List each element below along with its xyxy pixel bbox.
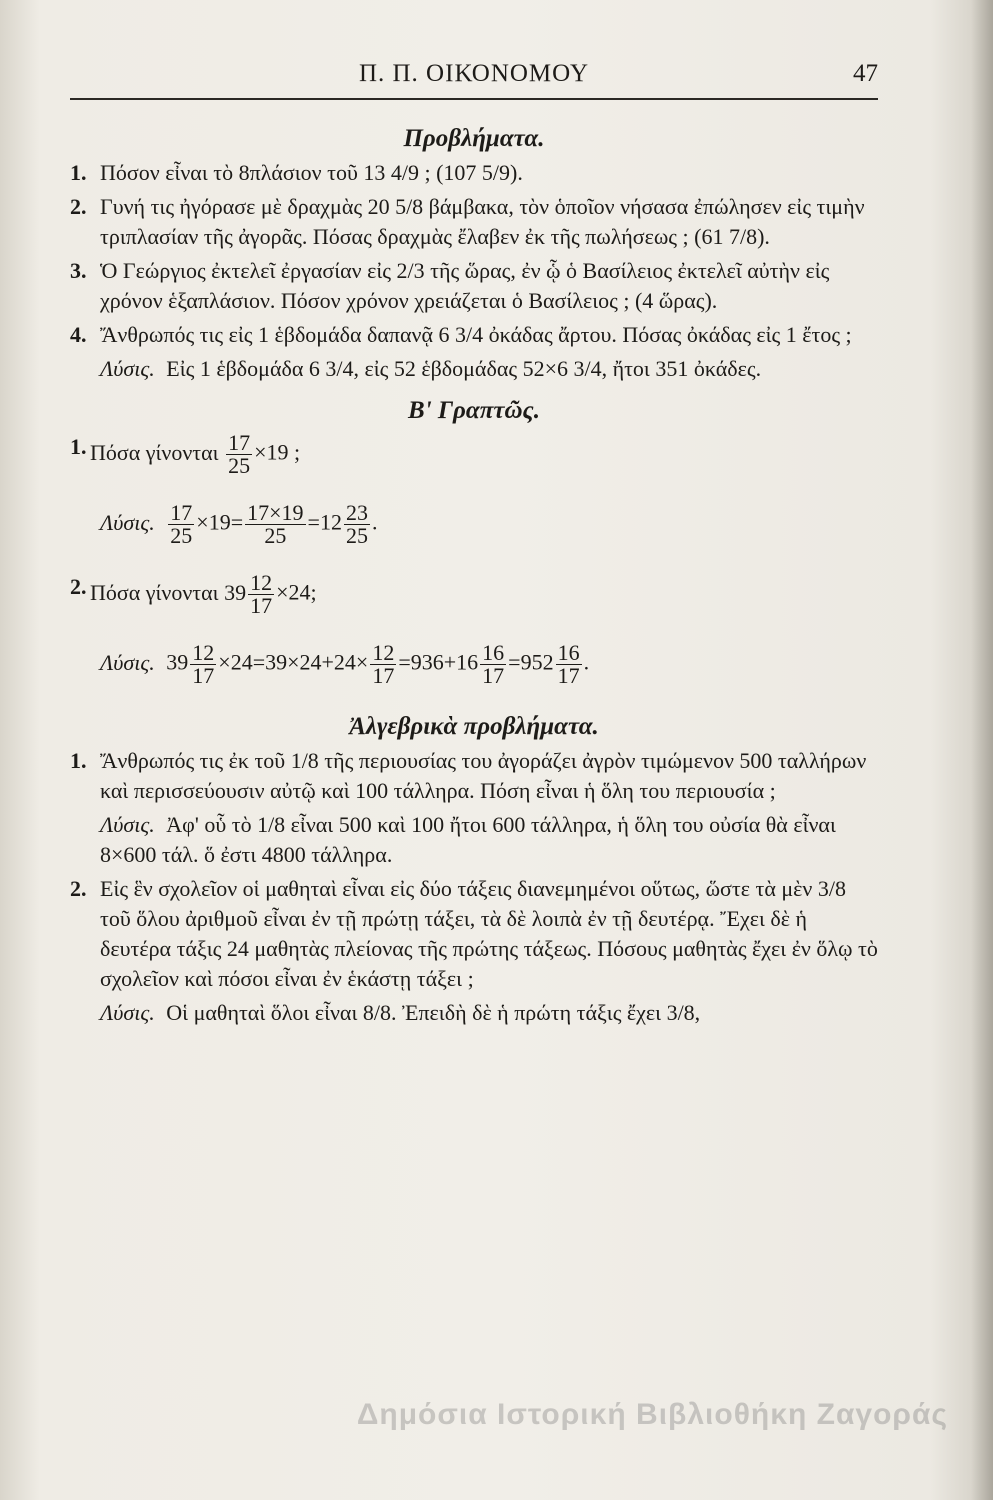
denominator: 25 xyxy=(228,453,251,478)
solution-label: Λύσις. xyxy=(100,649,155,675)
numerator: 12 xyxy=(250,570,273,595)
algebraic-problem-2 xyxy=(70,874,878,994)
running-header xyxy=(70,58,878,100)
algebraic-solution-2 xyxy=(70,998,878,1028)
solution-text: Ἀφ' οὗ τὸ 1/8 εἶναι 500 καὶ 100 ἤτοι 600 τάλληρα, ἡ ὅλη του οὐσία θὰ εἶναι 8×600 τάλ. ὅ ἐστι 4800 τάλληρα. xyxy=(100,812,836,867)
numerator: 16 xyxy=(557,640,580,665)
problem-2 xyxy=(70,192,878,252)
denominator: 17 xyxy=(250,593,273,618)
section-title-written: Β' Γραπτῶς. xyxy=(408,397,540,424)
written-problem-1 xyxy=(70,432,878,496)
solution-text: Εἰς 1 ἑβδομάδα 6 3/4, εἰς 52 ἑβδομάδας 52×6 3/4, ἤτοι 351 ὀκάδες. xyxy=(166,356,762,381)
problem-text: Ἄνθρωπός τις εἰς 1 ἑβδομάδα δαπανᾷ 6 3/4 ὀκάδας ἄρτου. Πόσας ὀκάδας εἰς 1 ἔτος ; xyxy=(100,322,852,347)
problem-text: Εἰς ἓν σχολεῖον οἱ μαθηταὶ εἶναι εἰς δύο τάξεις διανεμημένοι οὕτως, ὥστε τὰ μὲν 3/8 τοῦ ὅλου ἀριθμοῦ εἶναι ἐν τῇ πρώτῃ τάξει, τὰ δὲ λοιπὰ ἐν τῇ δευτέρᾳ. Ἔχει δὲ ἡ δευτέρα τάξις 24 μαθητὰς πλείονας τῆς πρώτης τάξεως. Πόσους μαθητὰς ἔχει ἐν ὅλῳ τὸ σχολεῖον καὶ πόσοι εἶναι ἐν ἑκάστῃ τάξει ; xyxy=(100,876,878,991)
numerator: 17 xyxy=(170,500,193,525)
numerator: 16 xyxy=(482,640,505,665)
fraction xyxy=(344,502,370,547)
problem-number: 1. xyxy=(70,434,87,459)
algebraic-solution-1 xyxy=(70,810,878,870)
fraction xyxy=(556,642,582,687)
numerator: 12 xyxy=(372,640,395,665)
problem-4-solution xyxy=(70,354,878,384)
denominator: 25 xyxy=(170,523,193,548)
fraction xyxy=(245,502,305,547)
section-title-algebraic: Ἀλγεβρικὰ προβλήματα. xyxy=(349,713,599,740)
denominator: 25 xyxy=(264,523,287,548)
expression-part: =936+16 xyxy=(398,649,479,675)
header-author: Π. Π. ΟΙΚΟΝΟΜΟΥ xyxy=(358,60,590,87)
page-edge-shadow xyxy=(971,0,993,1500)
expression-tail: ×19 ; xyxy=(254,439,301,465)
expression-part: =952 xyxy=(508,649,554,675)
fraction xyxy=(226,432,252,477)
fraction xyxy=(480,642,506,687)
section-title-problems: Προβλήματα. xyxy=(403,125,545,152)
page-content xyxy=(70,118,878,1032)
expression-part: . xyxy=(583,649,590,675)
problem-1 xyxy=(70,158,878,188)
expression-part: ×19= xyxy=(196,509,244,535)
expression-part: . xyxy=(371,509,378,535)
expression-part: 39 xyxy=(166,649,189,675)
expression-part: ×24=39×24+24× xyxy=(218,649,369,675)
problem-number: 1. xyxy=(70,748,87,773)
problem-text: Πόσα γίνονται 39 xyxy=(90,579,247,605)
numerator: 12 xyxy=(192,640,215,665)
denominator: 17 xyxy=(482,663,505,688)
written-solution-2 xyxy=(70,642,878,706)
library-watermark: Δημόσια Ιστορική Βιβλιοθήκη Ζαγοράς xyxy=(356,1398,948,1431)
problem-text: Γυνή τις ἠγόρασε μὲ δραχμὰς 20 5/8 βάμβακα, τὸν ὁποῖον νήσασα ἐπώλησεν εἰς τιμὴν τριπλασίαν τῆς ἀγορᾶς. Πόσας δραχμὰς ἔλαβεν ἐκ τῆς πωλήσεως ; (61 7/8). xyxy=(100,194,865,249)
problem-3 xyxy=(70,256,878,316)
problem-4 xyxy=(70,320,878,350)
written-solution-1 xyxy=(70,502,878,566)
problem-number: 3. xyxy=(70,258,87,283)
problem-number: 2. xyxy=(70,194,87,219)
problem-text: Πόσα γίνονται xyxy=(90,439,219,465)
numerator: 23 xyxy=(345,500,368,525)
written-problem-2 xyxy=(70,572,878,636)
solution-text: Οἱ μαθηταὶ ὅλοι εἶναι 8/8. Ἐπειδὴ δὲ ἡ πρώτη τάξις ἔχει 3/8, xyxy=(166,1000,701,1025)
numerator: 17 xyxy=(228,430,251,455)
denominator: 17 xyxy=(557,663,580,688)
fraction xyxy=(370,642,396,687)
solution-label: Λύσις. xyxy=(100,509,155,535)
algebraic-problem-1 xyxy=(70,746,878,806)
problem-number: 4. xyxy=(70,322,87,347)
fraction xyxy=(190,642,216,687)
denominator: 25 xyxy=(345,523,368,548)
denominator: 17 xyxy=(192,663,215,688)
solution-label: Λύσις. xyxy=(100,356,155,381)
problem-number: 2. xyxy=(70,574,87,599)
problem-text: Πόσον εἶναι τὸ 8πλάσιον τοῦ 13 4/9 ; (107 5/9). xyxy=(100,160,523,185)
problem-number: 2. xyxy=(70,876,87,901)
numerator: 17×19 xyxy=(247,500,304,525)
solution-label: Λύσις. xyxy=(100,1000,155,1025)
expression-part: =12 xyxy=(307,509,342,535)
page-number: 47 xyxy=(853,60,878,87)
denominator: 17 xyxy=(372,663,395,688)
problem-text: Ἄνθρωπός τις ἐκ τοῦ 1/8 τῆς περιουσίας του ἀγοράζει ἀγρὸν τιμώμενον 500 ταλλήρων καὶ περισσεύουσιν αὐτῷ καὶ 100 τάλληρα. Πόση εἶναι ἡ ὅλη του περιουσία ; xyxy=(100,748,867,803)
problem-text: Ὁ Γεώργιος ἐκτελεῖ ἐργασίαν εἰς 2/3 τῆς ὥρας, ἐν ᾧ ὁ Βασίλειος ἐκτελεῖ αὐτὴν εἰς χρόνον ἑξαπλάσιον. Πόσον χρόνον χρειάζεται ὁ Βασίλειος ; (4 ὥρας). xyxy=(100,258,830,313)
problem-number: 1. xyxy=(70,160,87,185)
fraction xyxy=(168,502,194,547)
solution-label: Λύσις. xyxy=(100,812,155,837)
fraction xyxy=(248,572,274,617)
expression-tail: ×24; xyxy=(276,579,317,605)
